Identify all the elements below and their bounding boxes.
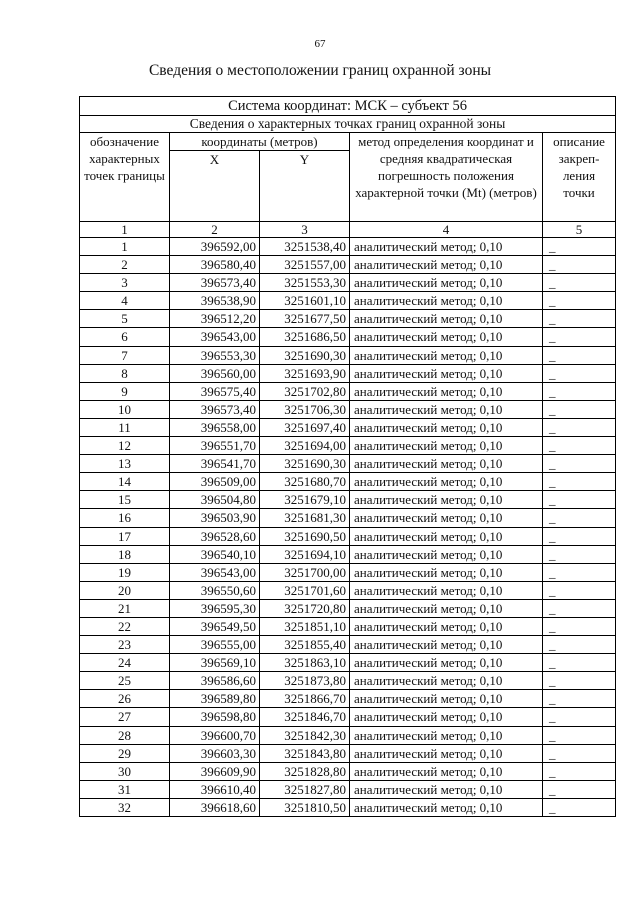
method-cell: аналитический метод; 0,10 bbox=[350, 762, 543, 780]
point-number-cell: 32 bbox=[80, 798, 170, 816]
coordinate-system-row bbox=[80, 97, 616, 116]
x-coordinate-cell: 396553,30 bbox=[170, 346, 260, 364]
coordinate-system: Система координат: МСК – субъект 56 bbox=[80, 97, 616, 116]
y-coordinate-cell: 3251601,10 bbox=[260, 292, 350, 310]
method-cell: аналитический метод; 0,10 bbox=[350, 798, 543, 816]
method-cell: аналитический метод; 0,10 bbox=[350, 274, 543, 292]
x-coordinate-cell: 396603,30 bbox=[170, 744, 260, 762]
table-row bbox=[80, 636, 616, 654]
point-number-cell: 25 bbox=[80, 672, 170, 690]
header-row bbox=[80, 133, 616, 151]
description-cell: _ bbox=[543, 563, 616, 581]
description-cell: _ bbox=[543, 238, 616, 256]
method-cell: аналитический метод; 0,10 bbox=[350, 672, 543, 690]
x-coordinate-cell: 396598,80 bbox=[170, 708, 260, 726]
header-coords: координаты (метров) bbox=[170, 133, 350, 151]
table-row bbox=[80, 310, 616, 328]
page-number: 67 bbox=[314, 38, 326, 50]
header-description: описание закреп-ления точки bbox=[543, 133, 616, 222]
description-cell: _ bbox=[543, 274, 616, 292]
point-number-cell: 23 bbox=[80, 636, 170, 654]
method-cell: аналитический метод; 0,10 bbox=[350, 473, 543, 491]
x-coordinate-cell: 396589,80 bbox=[170, 690, 260, 708]
y-coordinate-cell: 3251681,30 bbox=[260, 509, 350, 527]
description-cell: _ bbox=[543, 545, 616, 563]
x-coordinate-cell: 396540,10 bbox=[170, 545, 260, 563]
description-cell: _ bbox=[543, 364, 616, 382]
y-coordinate-cell: 3251557,00 bbox=[260, 256, 350, 274]
table-row bbox=[80, 418, 616, 436]
method-cell: аналитический метод; 0,10 bbox=[350, 708, 543, 726]
x-coordinate-cell: 396549,50 bbox=[170, 617, 260, 635]
y-coordinate-cell: 3251700,00 bbox=[260, 563, 350, 581]
point-number-cell: 12 bbox=[80, 437, 170, 455]
point-number-cell: 10 bbox=[80, 400, 170, 418]
table-row bbox=[80, 238, 616, 256]
x-coordinate-cell: 396592,00 bbox=[170, 238, 260, 256]
method-cell: аналитический метод; 0,10 bbox=[350, 238, 543, 256]
table-row bbox=[80, 581, 616, 599]
method-cell: аналитический метод; 0,10 bbox=[350, 527, 543, 545]
method-cell: аналитический метод; 0,10 bbox=[350, 382, 543, 400]
table-row bbox=[80, 455, 616, 473]
column-number: 5 bbox=[543, 222, 616, 238]
table-row bbox=[80, 744, 616, 762]
table-row bbox=[80, 274, 616, 292]
point-number-cell: 7 bbox=[80, 346, 170, 364]
method-cell: аналитический метод; 0,10 bbox=[350, 563, 543, 581]
x-coordinate-cell: 396503,90 bbox=[170, 509, 260, 527]
description-cell: _ bbox=[543, 654, 616, 672]
point-number-cell: 24 bbox=[80, 654, 170, 672]
description-cell: _ bbox=[543, 672, 616, 690]
description-cell: _ bbox=[543, 491, 616, 509]
table-row bbox=[80, 654, 616, 672]
point-number-cell: 20 bbox=[80, 581, 170, 599]
boundary-points-table bbox=[79, 96, 616, 817]
x-coordinate-cell: 396600,70 bbox=[170, 726, 260, 744]
y-coordinate-cell: 3251827,80 bbox=[260, 780, 350, 798]
column-number: 4 bbox=[350, 222, 543, 238]
x-coordinate-cell: 396560,00 bbox=[170, 364, 260, 382]
y-coordinate-cell: 3251863,10 bbox=[260, 654, 350, 672]
y-coordinate-cell: 3251693,90 bbox=[260, 364, 350, 382]
y-coordinate-cell: 3251855,40 bbox=[260, 636, 350, 654]
point-number-cell: 22 bbox=[80, 617, 170, 635]
method-cell: аналитический метод; 0,10 bbox=[350, 400, 543, 418]
x-coordinate-cell: 396512,20 bbox=[170, 310, 260, 328]
column-number: 2 bbox=[170, 222, 260, 238]
point-number-cell: 18 bbox=[80, 545, 170, 563]
point-number-cell: 16 bbox=[80, 509, 170, 527]
y-coordinate-cell: 3251828,80 bbox=[260, 762, 350, 780]
x-coordinate-cell: 396575,40 bbox=[170, 382, 260, 400]
point-number-cell: 9 bbox=[80, 382, 170, 400]
y-coordinate-cell: 3251846,70 bbox=[260, 708, 350, 726]
document-title: Сведения о местоположении границ охранной зоны bbox=[148, 62, 492, 79]
point-number-cell: 14 bbox=[80, 473, 170, 491]
x-coordinate-cell: 396558,00 bbox=[170, 418, 260, 436]
point-number-cell: 3 bbox=[80, 274, 170, 292]
method-cell: аналитический метод; 0,10 bbox=[350, 599, 543, 617]
table-row bbox=[80, 382, 616, 400]
description-cell: _ bbox=[543, 382, 616, 400]
y-coordinate-cell: 3251553,30 bbox=[260, 274, 350, 292]
y-coordinate-cell: 3251873,80 bbox=[260, 672, 350, 690]
table-row bbox=[80, 292, 616, 310]
description-cell: _ bbox=[543, 509, 616, 527]
description-cell: _ bbox=[543, 346, 616, 364]
method-cell: аналитический метод; 0,10 bbox=[350, 744, 543, 762]
method-cell: аналитический метод; 0,10 bbox=[350, 310, 543, 328]
x-coordinate-cell: 396569,10 bbox=[170, 654, 260, 672]
method-cell: аналитический метод; 0,10 bbox=[350, 726, 543, 744]
table-row bbox=[80, 690, 616, 708]
table-subtitle: Сведения о характерных точках границ охранной зоны bbox=[80, 116, 616, 133]
table-row bbox=[80, 726, 616, 744]
table-row bbox=[80, 256, 616, 274]
y-coordinate-cell: 3251690,30 bbox=[260, 455, 350, 473]
description-cell: _ bbox=[543, 527, 616, 545]
point-number-cell: 17 bbox=[80, 527, 170, 545]
description-cell: _ bbox=[543, 455, 616, 473]
y-coordinate-cell: 3251538,40 bbox=[260, 238, 350, 256]
column-number: 1 bbox=[80, 222, 170, 238]
table-row bbox=[80, 780, 616, 798]
point-number-cell: 27 bbox=[80, 708, 170, 726]
description-cell: _ bbox=[543, 726, 616, 744]
header-point: обозначение характерных точек границы bbox=[80, 133, 170, 222]
y-coordinate-cell: 3251702,80 bbox=[260, 382, 350, 400]
y-coordinate-cell: 3251706,30 bbox=[260, 400, 350, 418]
point-number-cell: 2 bbox=[80, 256, 170, 274]
description-cell: _ bbox=[543, 780, 616, 798]
method-cell: аналитический метод; 0,10 bbox=[350, 346, 543, 364]
method-cell: аналитический метод; 0,10 bbox=[350, 418, 543, 436]
description-cell: _ bbox=[543, 581, 616, 599]
point-number-cell: 19 bbox=[80, 563, 170, 581]
point-number-cell: 5 bbox=[80, 310, 170, 328]
table-row bbox=[80, 599, 616, 617]
description-cell: _ bbox=[543, 708, 616, 726]
table-row bbox=[80, 364, 616, 382]
description-cell: _ bbox=[543, 798, 616, 816]
x-coordinate-cell: 396618,60 bbox=[170, 798, 260, 816]
y-coordinate-cell: 3251694,00 bbox=[260, 437, 350, 455]
table-subtitle-row bbox=[80, 116, 616, 133]
y-coordinate-cell: 3251697,40 bbox=[260, 418, 350, 436]
table-row bbox=[80, 491, 616, 509]
description-cell: _ bbox=[543, 744, 616, 762]
method-cell: аналитический метод; 0,10 bbox=[350, 256, 543, 274]
x-coordinate-cell: 396580,40 bbox=[170, 256, 260, 274]
method-cell: аналитический метод; 0,10 bbox=[350, 690, 543, 708]
table-row bbox=[80, 762, 616, 780]
table-row bbox=[80, 527, 616, 545]
description-cell: _ bbox=[543, 418, 616, 436]
table-row bbox=[80, 400, 616, 418]
header-method: метод определения координат и средняя квадратическая погрешность положения характерной точки (Mt) (метров) bbox=[350, 133, 543, 222]
method-cell: аналитический метод; 0,10 bbox=[350, 364, 543, 382]
y-coordinate-cell: 3251810,50 bbox=[260, 798, 350, 816]
table-body bbox=[80, 97, 616, 817]
method-cell: аналитический метод; 0,10 bbox=[350, 437, 543, 455]
x-coordinate-cell: 396543,00 bbox=[170, 328, 260, 346]
y-coordinate-cell: 3251686,50 bbox=[260, 328, 350, 346]
point-number-cell: 21 bbox=[80, 599, 170, 617]
point-number-cell: 11 bbox=[80, 418, 170, 436]
table-row bbox=[80, 509, 616, 527]
method-cell: аналитический метод; 0,10 bbox=[350, 491, 543, 509]
table-row bbox=[80, 473, 616, 491]
x-coordinate-cell: 396509,00 bbox=[170, 473, 260, 491]
y-coordinate-cell: 3251701,60 bbox=[260, 581, 350, 599]
table-row bbox=[80, 708, 616, 726]
description-cell: _ bbox=[543, 617, 616, 635]
table-row bbox=[80, 563, 616, 581]
table-row bbox=[80, 346, 616, 364]
x-coordinate-cell: 396543,00 bbox=[170, 563, 260, 581]
x-coordinate-cell: 396586,60 bbox=[170, 672, 260, 690]
x-coordinate-cell: 396609,90 bbox=[170, 762, 260, 780]
description-cell: _ bbox=[543, 400, 616, 418]
x-coordinate-cell: 396573,40 bbox=[170, 274, 260, 292]
point-number-cell: 31 bbox=[80, 780, 170, 798]
x-coordinate-cell: 396595,30 bbox=[170, 599, 260, 617]
method-cell: аналитический метод; 0,10 bbox=[350, 780, 543, 798]
y-coordinate-cell: 3251851,10 bbox=[260, 617, 350, 635]
point-number-cell: 30 bbox=[80, 762, 170, 780]
y-coordinate-cell: 3251690,50 bbox=[260, 527, 350, 545]
method-cell: аналитический метод; 0,10 bbox=[350, 292, 543, 310]
method-cell: аналитический метод; 0,10 bbox=[350, 617, 543, 635]
table-row bbox=[80, 617, 616, 635]
y-coordinate-cell: 3251690,30 bbox=[260, 346, 350, 364]
y-coordinate-cell: 3251677,50 bbox=[260, 310, 350, 328]
method-cell: аналитический метод; 0,10 bbox=[350, 545, 543, 563]
table-row bbox=[80, 545, 616, 563]
method-cell: аналитический метод; 0,10 bbox=[350, 455, 543, 473]
description-cell: _ bbox=[543, 437, 616, 455]
description-cell: _ bbox=[543, 256, 616, 274]
point-number-cell: 13 bbox=[80, 455, 170, 473]
x-coordinate-cell: 396538,90 bbox=[170, 292, 260, 310]
x-coordinate-cell: 396555,00 bbox=[170, 636, 260, 654]
description-cell: _ bbox=[543, 636, 616, 654]
description-cell: _ bbox=[543, 292, 616, 310]
x-coordinate-cell: 396551,70 bbox=[170, 437, 260, 455]
table-row bbox=[80, 328, 616, 346]
x-coordinate-cell: 396610,40 bbox=[170, 780, 260, 798]
column-number: 3 bbox=[260, 222, 350, 238]
header-y: Y bbox=[260, 151, 350, 222]
point-number-cell: 1 bbox=[80, 238, 170, 256]
x-coordinate-cell: 396504,80 bbox=[170, 491, 260, 509]
method-cell: аналитический метод; 0,10 bbox=[350, 654, 543, 672]
point-number-cell: 8 bbox=[80, 364, 170, 382]
method-cell: аналитический метод; 0,10 bbox=[350, 636, 543, 654]
point-number-cell: 15 bbox=[80, 491, 170, 509]
description-cell: _ bbox=[543, 599, 616, 617]
y-coordinate-cell: 3251679,10 bbox=[260, 491, 350, 509]
point-number-cell: 4 bbox=[80, 292, 170, 310]
x-coordinate-cell: 396541,70 bbox=[170, 455, 260, 473]
description-cell: _ bbox=[543, 473, 616, 491]
point-number-cell: 26 bbox=[80, 690, 170, 708]
x-coordinate-cell: 396573,40 bbox=[170, 400, 260, 418]
table-row bbox=[80, 798, 616, 816]
point-number-cell: 6 bbox=[80, 328, 170, 346]
method-cell: аналитический метод; 0,10 bbox=[350, 328, 543, 346]
description-cell: _ bbox=[543, 310, 616, 328]
x-coordinate-cell: 396550,60 bbox=[170, 581, 260, 599]
table-row bbox=[80, 672, 616, 690]
y-coordinate-cell: 3251720,80 bbox=[260, 599, 350, 617]
y-coordinate-cell: 3251842,30 bbox=[260, 726, 350, 744]
table-row bbox=[80, 437, 616, 455]
method-cell: аналитический метод; 0,10 bbox=[350, 509, 543, 527]
description-cell: _ bbox=[543, 762, 616, 780]
method-cell: аналитический метод; 0,10 bbox=[350, 581, 543, 599]
column-number-row bbox=[80, 222, 616, 238]
y-coordinate-cell: 3251866,70 bbox=[260, 690, 350, 708]
y-coordinate-cell: 3251694,10 bbox=[260, 545, 350, 563]
description-cell: _ bbox=[543, 328, 616, 346]
header-x: X bbox=[170, 151, 260, 222]
y-coordinate-cell: 3251680,70 bbox=[260, 473, 350, 491]
point-number-cell: 29 bbox=[80, 744, 170, 762]
description-cell: _ bbox=[543, 690, 616, 708]
point-number-cell: 28 bbox=[80, 726, 170, 744]
x-coordinate-cell: 396528,60 bbox=[170, 527, 260, 545]
y-coordinate-cell: 3251843,80 bbox=[260, 744, 350, 762]
